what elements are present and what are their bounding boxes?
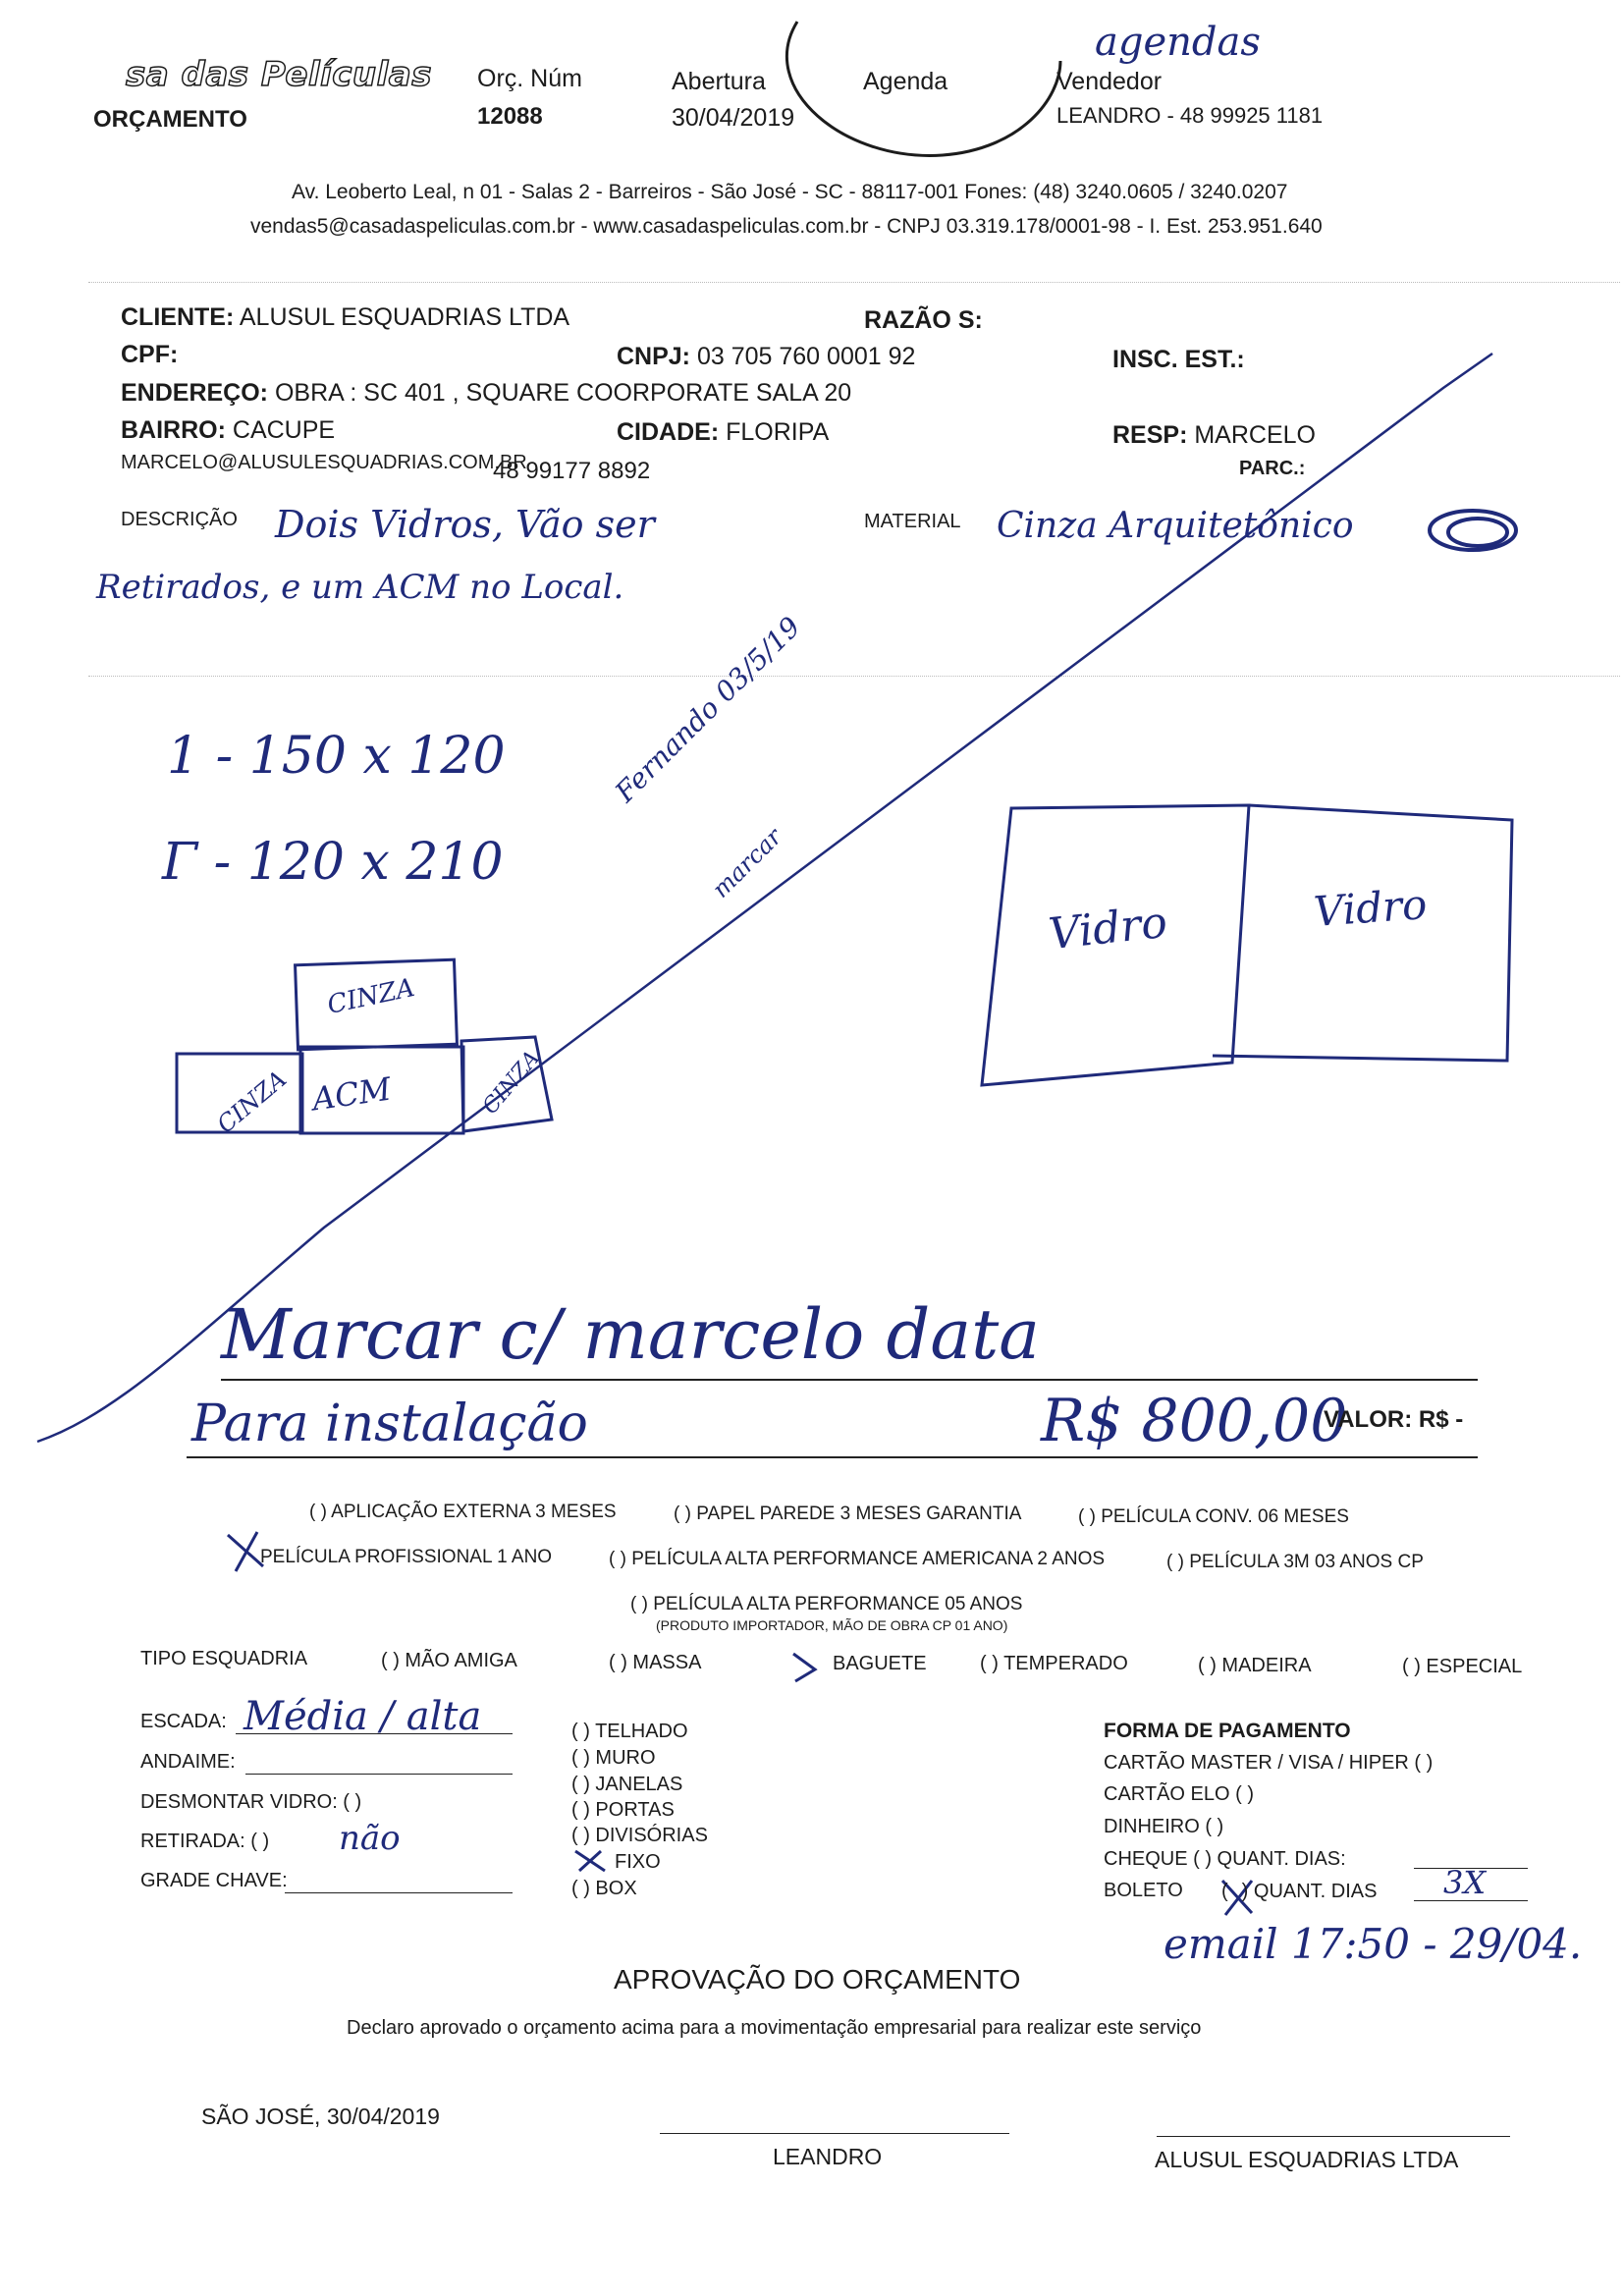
approval-title: APROVAÇÃO DO ORÇAMENTO	[614, 1964, 1021, 1995]
company-logo: sa das Películas	[126, 55, 432, 94]
bairro-value: CACUPE	[232, 416, 336, 444]
option-alta-performance-05-note: (PRODUTO IMPORTADOR, MÃO DE OBRA CP 01 ANO)	[656, 1617, 1008, 1633]
esquadria-temperado[interactable]: ( ) TEMPERADO	[980, 1653, 1128, 1674]
grade-chave-line	[285, 1892, 513, 1893]
parc-label: PARC.:	[1239, 458, 1306, 479]
valor-handwriting: R$ 800,00	[1041, 1387, 1348, 1455]
loc-fixo[interactable]: FIXO	[615, 1851, 661, 1873]
escada-label: ESCADA:	[140, 1711, 227, 1732]
cnpj-value: 03 705 760 0001 92	[696, 343, 916, 370]
payment-title: FORMA DE PAGAMENTO	[1104, 1720, 1351, 1742]
material-label: MATERIAL	[864, 511, 961, 532]
signature-line-right	[1157, 2136, 1510, 2137]
cnpj-label: CNPJ:	[617, 343, 691, 370]
acm-box-right-label: CINZA	[477, 1046, 545, 1120]
grade-chave-label: GRADE CHAVE:	[140, 1870, 288, 1891]
place-date: SÃO JOSÉ, 30/04/2019	[201, 2104, 440, 2129]
pay-boleto[interactable]: BOLETO	[1104, 1880, 1183, 1901]
option-pelicula-conv[interactable]: ( ) PELÍCULA CONV. 06 MESES	[1078, 1506, 1349, 1527]
option-papel-parede[interactable]: ( ) PAPEL PAREDE 3 MESES GARANTIA	[674, 1503, 1022, 1524]
diagonal-note-2: marcar	[707, 822, 787, 903]
esquadria-massa[interactable]: ( ) MASSA	[609, 1652, 702, 1673]
signature-alusul: ALUSUL ESQUADRIAS LTDA	[1155, 2147, 1459, 2172]
signature-line-left	[660, 2133, 1009, 2134]
acm-box-center-label: ACM	[309, 1069, 394, 1119]
loc-box[interactable]: ( ) BOX	[571, 1878, 637, 1899]
client-phone: 48 99177 8892	[493, 458, 651, 484]
note-line-2: Para instalação	[191, 1394, 588, 1453]
measure-2: Γ - 120 x 210	[162, 833, 504, 892]
material-handwriting: Cinza Arquitetônico	[997, 506, 1354, 546]
company-contact: vendas5@casadaspeliculas.com.br - www.casadaspeliculas.com.br - CNPJ 03.319.178/0001-98 - I. Est. 253.951.640	[250, 215, 1323, 238]
measure-1: 1 - 150 x 120	[167, 727, 506, 786]
option-pelicula-3m[interactable]: ( ) PELÍCULA 3M 03 ANOS CP	[1166, 1552, 1424, 1572]
glass-right-label: Vidro	[1312, 880, 1429, 936]
cliente-value: ALUSUL ESQUADRIAS LTDA	[239, 303, 570, 331]
option-alta-performance-05[interactable]: ( ) PELÍCULA ALTA PERFORMANCE 05 ANOS	[630, 1594, 1023, 1614]
acm-box-left-label: CINZA	[211, 1065, 293, 1139]
loc-muro[interactable]: ( ) MURO	[571, 1747, 656, 1769]
descricao-label: DESCRIÇÃO	[121, 509, 238, 530]
endereco-value: OBRA : SC 401 , SQUARE COORPORATE SALA 20	[274, 379, 852, 407]
boleto-dias-line	[1414, 1900, 1528, 1901]
valor-label: VALOR: R$ -	[1324, 1406, 1464, 1433]
agenda-label: Agenda	[863, 68, 948, 95]
andaime-line	[245, 1774, 513, 1775]
cliente-label: CLIENTE:	[121, 303, 235, 331]
retirada-handwriting: não	[339, 1819, 401, 1858]
andaime-label: ANDAIME:	[140, 1751, 236, 1773]
descricao-handwriting-2: Retirados, e um ACM no Local.	[96, 568, 624, 607]
option-pelicula-profissional[interactable]: PELÍCULA PROFISSIONAL 1 ANO	[260, 1547, 553, 1567]
loc-telhado[interactable]: ( ) TELHADO	[571, 1721, 688, 1742]
loc-portas[interactable]: ( ) PORTAS	[571, 1799, 675, 1821]
pay-boleto-dias: ( ) QUANT. DIAS	[1221, 1881, 1378, 1902]
diagonal-note-1: Fernando 03/5/19	[609, 610, 807, 809]
pay-cartao-master[interactable]: CARTÃO MASTER / VISA / HIPER ( )	[1104, 1752, 1434, 1774]
descricao-handwriting-1: Dois Vidros, Vão ser	[275, 503, 655, 546]
bairro-label: BAIRRO:	[121, 416, 226, 444]
resp-value: MARCELO	[1194, 421, 1316, 449]
cidade-label: CIDADE:	[617, 418, 720, 446]
esquadria-mao-amiga[interactable]: ( ) MÃO AMIGA	[381, 1650, 517, 1671]
boleto-dias-handwriting: 3X	[1443, 1864, 1487, 1901]
esquadria-baguete[interactable]: BAGUETE	[833, 1653, 927, 1674]
cpf-label: CPF:	[121, 341, 179, 368]
email-time-handwriting: email 17:50 - 29/04.	[1164, 1920, 1583, 1968]
esquadria-especial[interactable]: ( ) ESPECIAL	[1402, 1656, 1523, 1677]
escada-line	[236, 1733, 513, 1734]
client-email: MARCELO@ALUSULESQUADRIAS.COM.BR	[121, 452, 527, 473]
resp-label: RESP:	[1112, 421, 1188, 449]
razao-label: RAZÃO S:	[864, 306, 983, 334]
vendedor-value: LEANDRO - 48 99925 1181	[1056, 103, 1324, 128]
orc-label: Orç. Núm	[477, 65, 582, 92]
abertura-date: 30/04/2019	[672, 104, 795, 132]
insc-est-label: INSC. EST.:	[1112, 346, 1245, 373]
loc-janelas[interactable]: ( ) JANELAS	[571, 1774, 683, 1795]
endereco-label: ENDEREÇO:	[121, 379, 269, 407]
option-aplicacao-externa[interactable]: ( ) APLICAÇÃO EXTERNA 3 MESES	[309, 1502, 617, 1522]
pay-cartao-elo[interactable]: CARTÃO ELO ( )	[1104, 1783, 1254, 1805]
company-address: Av. Leoberto Leal, n 01 - Salas 2 - Barreiros - São José - SC - 88117-001 Fones: (48) 3240.0605 / 3240.0207	[292, 181, 1288, 203]
option-alta-performance-americana[interactable]: ( ) PELÍCULA ALTA PERFORMANCE AMERICANA 2 ANOS	[609, 1549, 1106, 1569]
esquadria-madeira[interactable]: ( ) MADEIRA	[1198, 1655, 1312, 1676]
loc-divisorias[interactable]: ( ) DIVISÓRIAS	[571, 1825, 708, 1846]
retirada-label[interactable]: RETIRADA: ( )	[140, 1831, 270, 1852]
note-line-1: Marcar c/ marcelo data	[221, 1294, 1040, 1375]
pay-dinheiro[interactable]: DINHEIRO ( )	[1104, 1816, 1224, 1837]
desmontar-vidro-label[interactable]: DESMONTAR VIDRO: ( )	[140, 1791, 362, 1813]
tipo-esquadria-label: TIPO ESQUADRIA	[140, 1648, 308, 1669]
document-type: ORÇAMENTO	[93, 106, 247, 133]
approval-declaration: Declaro aprovado o orçamento acima para a movimentação empresarial para realizar este serviço	[347, 2017, 1202, 2039]
abertura-label: Abertura	[672, 68, 766, 95]
vendedor-label: Vendedor	[1056, 68, 1163, 95]
glass-left-label: Vidro	[1046, 897, 1170, 960]
escada-handwriting: Média / alta	[244, 1694, 482, 1739]
pay-cheque[interactable]: CHEQUE ( ) QUANT. DIAS:	[1104, 1848, 1346, 1870]
orc-number: 12088	[477, 103, 543, 130]
cidade-value: FLORIPA	[726, 418, 830, 446]
signature-leandro: LEANDRO	[773, 2144, 883, 2169]
agendas-handwriting: agendas	[1095, 20, 1261, 65]
acm-box-top-label: CINZA	[324, 972, 417, 1021]
